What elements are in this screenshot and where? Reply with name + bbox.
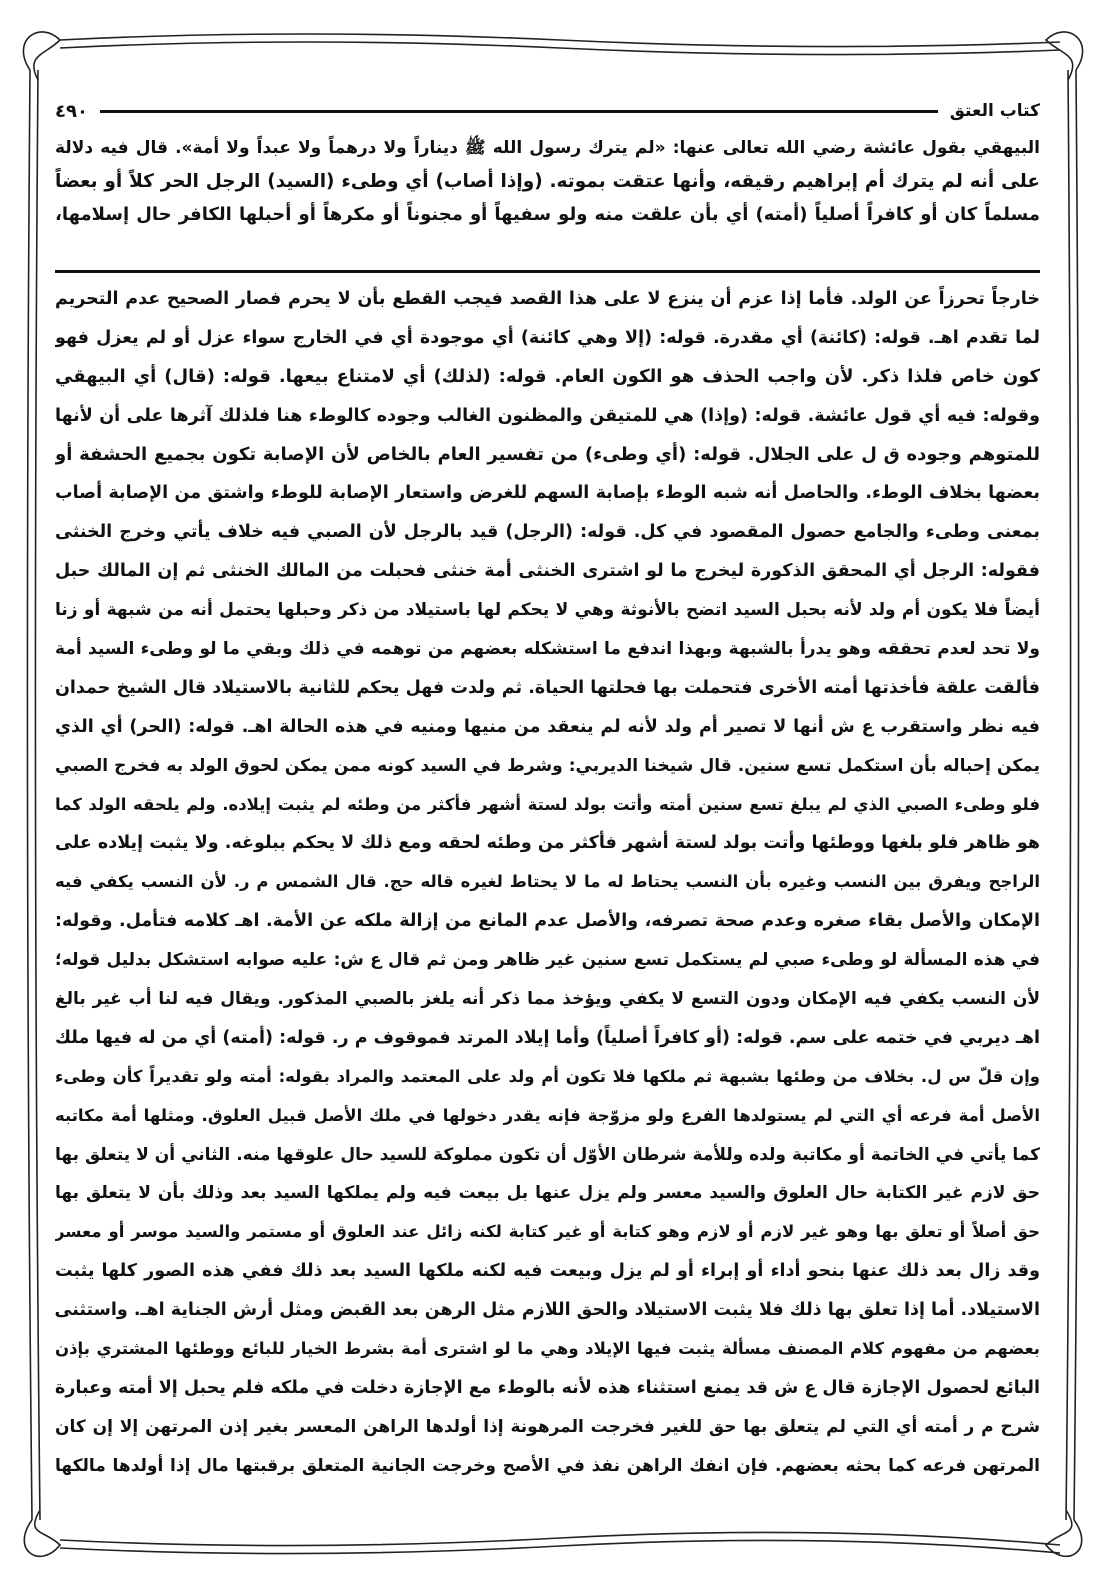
commentary-line: لأن النسب يكفي فيه الإمكان ودون التسع لا يكفي ويؤخذ مما ذكر أنه يلغز بالصبي المذكور. ويقال فيه لنا أب غير بالغ [55, 989, 1040, 1010]
commentary-line: كما يأتي في الخاتمة أو مكاتبة ولده وللأمة شرطان الأوّل أن تكون مملوكة للسيد حال علوقها منه. الثاني أن لا يتعلق بها [55, 1144, 1040, 1165]
commentary-line: لما تقدم اهـ. قوله: (كائنة) أي مقدرة. قوله: (إلا وهي كائنة) أي موجودة أي في الخارج سواء عزل أو لم يعزل فهو [55, 327, 1040, 348]
commentary-text [55, 280, 1040, 1486]
commentary-line: فلو وطىء الصبي الذي لم يبلغ تسع سنين أمته وأتت بولد لستة أشهر فأكثر من وطئه لم يثبت إيلاده. ولم يلحقه الولد كما [55, 794, 1040, 814]
commentary-line: ولا تحد لعدم تحققه وهو يدرأ بالشبهة وبهذا اندفع ما استشكله بعضهم من توهمه في ذلك وبقي ما لو وطىء السيد أمة [55, 639, 1040, 660]
commentary-line: كون خاص فلذا ذكر. لأن واجب الحذف هو الكون العام. قوله: (لذلك) أي لامتناع بيعها. قوله: (قال) أي البيهقي [55, 365, 1040, 387]
commentary-line: بعضهم من مفهوم كلام المصنف مسألة يثبت فيها الإيلاد وهي ما لو اشترى أمة بشرط الخيار للبائع ووطئها المشتري بإذن [55, 1339, 1040, 1359]
commentary-line: المرتهن فرعه كما بحثه بعضهم. فإن انفك الراهن نفذ في الأصح وخرجت الجانية المتعلق برقبتها مال إذا أولدها مالكها [55, 1455, 1040, 1476]
commentary-line: حق لازم غير الكتابة حال العلوق والسيد معسر ولم يزل عنها بل بيعت فيه ولم يملكها السيد بعد وذلك بأن لا يتعلق بها [55, 1183, 1040, 1204]
commentary-line: شرح م ر أمته أي التي لم يتعلق بها حق للغير فخرجت المرهونة إذا أولدها الراهن المعسر بغير إذن المرتهن إلا إن كان [55, 1416, 1040, 1437]
commentary-line: حق أصلاً أو تعلق بها وهو غير لازم أو لازم وهو كتابة أو غير كتابة لكنه زائل عند العلوق أو مستمر والسيد موسر أو معسر [55, 1222, 1040, 1242]
commentary-line: البائع لحصول الإجازة قال ع ش قد يمنع استثناء هذه لأنه بالوطء مع الإجازة دخلت في ملكه فلم يحبل إلا أمته وعبارة [55, 1377, 1040, 1398]
commentary-line: وقد زال بعد ذلك عنها بنحو أداء أو إبراء أو لم يزل وبيعت فيه لكنه ملكها السيد بعد ذلك ففي هذه الصور كلها يثبت [55, 1261, 1040, 1282]
commentary-line: للمتوهم وجوده ق ل على الجلال. قوله: (أي وطىء) من تفسير العام بالخاص لأن الإصابة تكون بجميع الحشفة أو [55, 443, 1040, 465]
commentary-line: في هذه المسألة لو وطىء صبي لم يستكمل تسع سنين غير ظاهر ومن ثم قال ع ش: عليه صوابه استشكل بدليل قوله؛ [55, 950, 1040, 971]
main-text [55, 132, 1040, 231]
text-line: على أنه لم يترك أم إبراهيم رقيقه، وأنها عتقت بموته. (وإذا أصاب) أي وطىء (السيد) الرجل الحر كلاً أو بعضاً [55, 171, 1040, 192]
commentary-line: الأصل أمة فرعه أي التي لم يستولدها الفرع ولو مزوّجة فإنه يقدر دخولها في ملك الأصل قبيل العلوق. ومثلها أمة مكاتبه [55, 1105, 1040, 1125]
commentary-line: وإن قلّ س ل. بخلاف من وطئها بشبهة ثم ملكها فلا تكون أم ولد على المعتمد والمراد بقوله: أمته ولو تقديراً كأن وطىء [55, 1066, 1040, 1086]
commentary-line: خارجاً تحرزاً عن الولد. فأما إذا عزم أن ينزع لا على هذا القصد فيجب القطع بأن لا يحرم فصار الصحيح عدم التحريم [55, 289, 1040, 309]
commentary-line: الإمكان والأصل بقاء صغره وعدم صحة تصرفه، والأصل عدم المانع من إزالة ملكه عن الأمة. اهـ كلامه فتأمل. وقوله: [55, 911, 1040, 932]
commentary-line: هو ظاهر فلو بلغها ووطئها وأتت بولد لستة أشهر فأكثر من وطئه لحقه ومع ذلك لا يحكم ببلوغه. ولا يثبت إيلاده على [55, 833, 1040, 854]
commentary-line: بمعنى وطىء والجامع حصول المقصود في كل. قوله: (الرجل) قيد بالرجل لأن الصبي فيه خلاف يأتي وخرج الخنثى [55, 522, 1040, 543]
chapter-title: كتاب العتق [949, 101, 1040, 121]
page-number: ٤٩٠ [55, 100, 88, 122]
commentary-line: فألقت علقة فأخذتها أمته الأخرى فتحملت بها فحلتها الحياة. ثم ولدت فهل يحكم للثانية بالاستيلاد قال الشيخ حمدان [55, 677, 1040, 698]
commentary-line: الراجح ويفرق بين النسب وغيره بأن النسب يحتاط له ما لا يحتاط لغيره قاله حج. قال الشمس م ر. لأن النسب يكفي فيه [55, 872, 1040, 892]
page-header [55, 96, 1040, 126]
commentary-line: أيضاً فلا يكون أم ولد لأنه بحبل السيد اتضح بالأنوثة وهي لا يحكم لها باستيلاد من ذكر وحبلها يحتمل أنه من شبهة أو زنا [55, 600, 1040, 621]
commentary-line: اهـ ديربي في ختمه على سم. قوله: (أو كافراً أصلياً) وأما إيلاد المرتد فموقوف م ر. قوله: (أمته) أي من له فيها ملك [55, 1027, 1040, 1048]
text-line: البيهقي بقول عائشة رضي الله تعالى عنها: «لم يترك رسول الله ﷺ ديناراً ولا درهماً ولا عبداً ولا أمة». قال فيه دلالة [55, 138, 1040, 158]
commentary-line: وقوله: فيه أي قول عائشة. قوله: (وإذا) هي للمتيقن والمظنون الغالب وجوده كالوطء هنا فلذلك آثرها على أن لأنها [55, 405, 1040, 426]
commentary-line: فيه نظر واستقرب ع ش أنها لا تصير أم ولد لأنه لم ينعقد من منيها ومنيه في هذه الحالة اهـ. قوله: (الحر) أي الذي [55, 716, 1040, 737]
section-divider [55, 270, 1040, 273]
header-rule [100, 110, 938, 113]
commentary-line: بعضها بخلاف الوطء. والحاصل أنه شبه الوطء بإصابة السهم للغرض واستعار الإصابة للوطء واشتق من الإصابة أصاب [55, 483, 1040, 504]
text-line: مسلماً كان أو كافراً أصلياً (أمته) أي بأن علقت منه ولو سفيهاً أو مجنوناً أو مكرهاً أو أحبلها الكافر حال إسلامها، [55, 204, 1040, 225]
commentary-line: فقوله: الرجل أي المحقق الذكورة ليخرج ما لو اشترى الخنثى أمة خنثى فحبلت من المالك الخنثى ثم إن المالك حبل [55, 561, 1040, 582]
commentary-line: الاستيلاد. أما إذا تعلق بها ذلك فلا يثبت الاستيلاد والحق اللازم مثل الرهن بعد القبض ومثل أرش الجناية اهـ. واستثنى [55, 1300, 1040, 1321]
commentary-line: يمكن إحباله بأن استكمل تسع سنين. قال شيخنا الديربي: وشرط في السيد كونه ممن يمكن لحوق الولد به فخرج الصبي [55, 755, 1040, 776]
